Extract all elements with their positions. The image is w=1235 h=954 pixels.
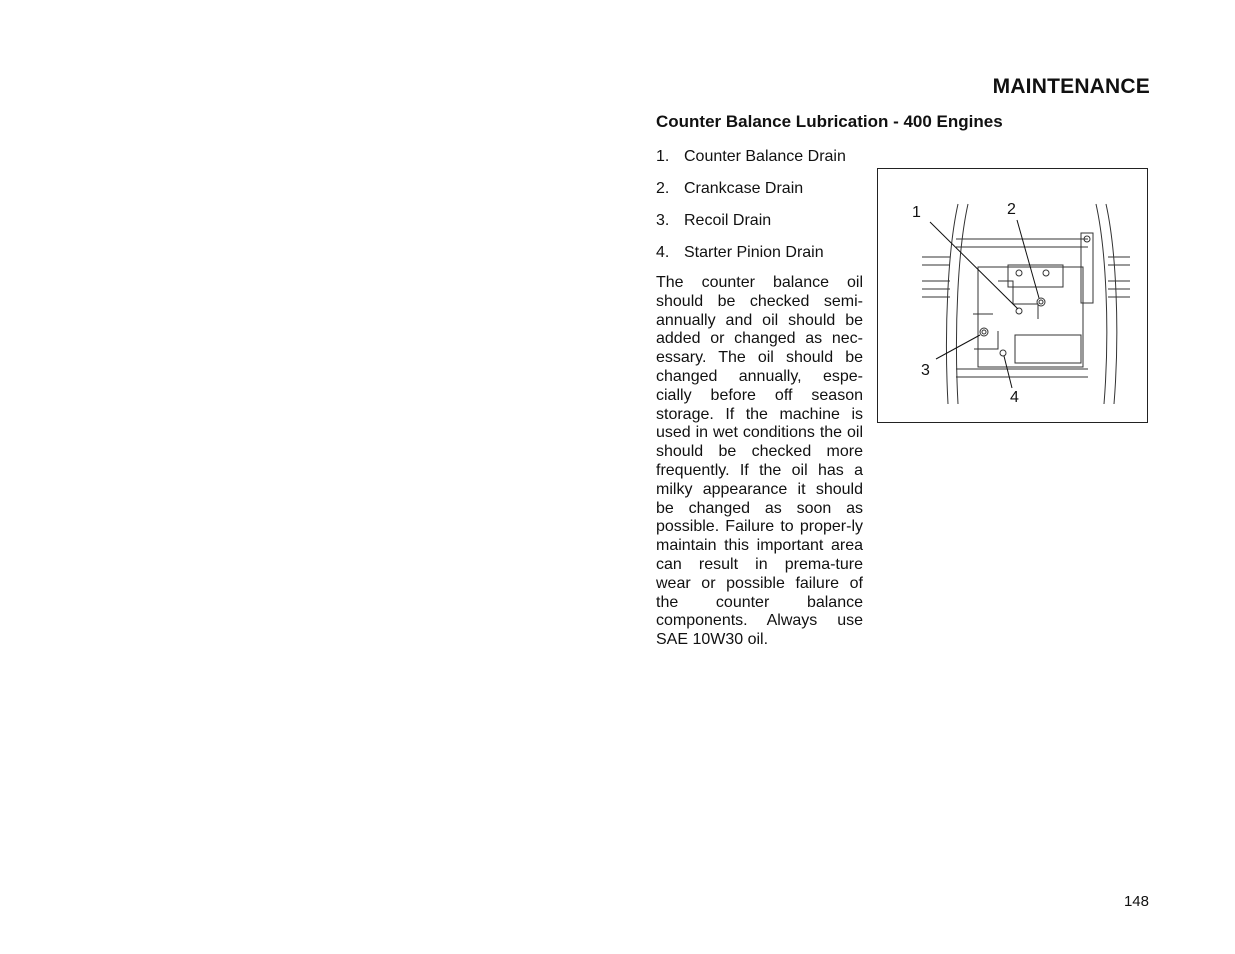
legend-label: Counter Balance Drain <box>684 148 846 165</box>
legend-label: Recoil Drain <box>684 212 772 229</box>
legend-number: 1. <box>656 148 670 165</box>
callout-4: 4 <box>1010 389 1019 406</box>
legend-item <box>656 147 846 179</box>
section-title: MAINTENANCE <box>992 75 1150 98</box>
legend-number: 4. <box>656 244 670 261</box>
callout-1: 1 <box>912 204 921 221</box>
page-number: 148 <box>1123 893 1149 910</box>
legend-item <box>656 243 846 275</box>
legend-label: Crankcase Drain <box>684 180 804 197</box>
legend-item <box>656 179 846 211</box>
engine-drain-illustration <box>877 168 1148 423</box>
callout-3: 3 <box>921 362 930 379</box>
legend-label: Starter Pinion Drain <box>684 244 824 261</box>
legend-number: 2. <box>656 180 670 197</box>
parts-legend <box>656 147 846 275</box>
legend-item <box>656 211 846 243</box>
engine-line-drawing <box>878 169 1149 424</box>
legend-number: 3. <box>656 212 670 229</box>
page-heading: Counter Balance Lubrication - 400 Engines <box>656 112 1003 131</box>
body-paragraph: The counter balance oil should be checked semi-annually and oil should be added or changed as nec-essary. The oil should be changed annually, espe-cially before off season storage. If the machine is used in wet conditions the oil should be checked more frequently. If the oil has a milky appearance it should be changed as soon as possible. Failure to proper-ly maintain this important area can result in prema-ture wear or possible failure of the counter balance components. Always use SAE 10W30 oil. <box>656 274 863 649</box>
callout-2: 2 <box>1007 201 1016 218</box>
